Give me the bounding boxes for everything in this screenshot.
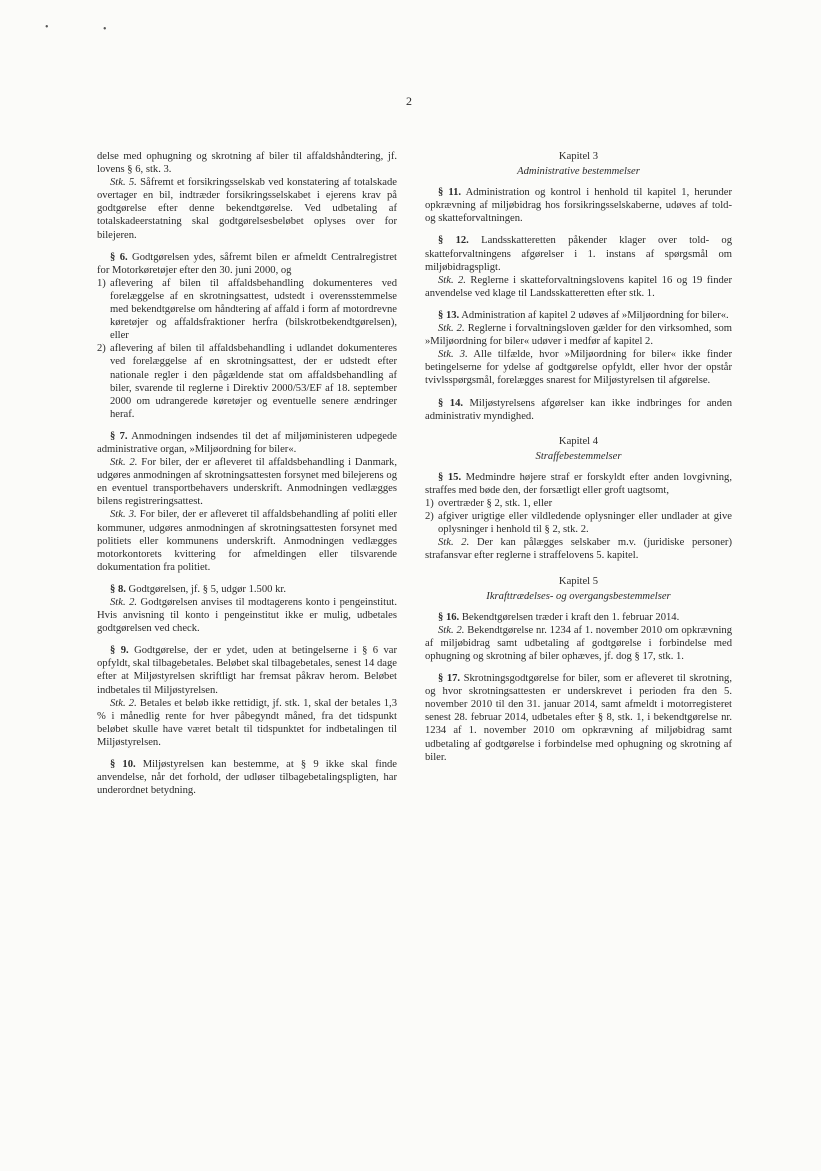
section-label: § 17. (438, 673, 461, 685)
stk-text: Reglerne i forvaltningsloven gælder for den virksomhed, som »Miljøordning for biler« udøver i medfør af kapitel 2. (425, 323, 733, 348)
list-text: aflevering af bilen til affaldsbehandling dokumenteres ved forelæggelse af en skrotningsattest, udstedt i overensstemmelse med bekendtgørelse om håndtering af affald i form af motordrevne køretøjer og affaldsfraktioner herfra (bilskrotbekendtgørelsen), eller (110, 277, 397, 342)
stk-label: Stk. 3. (110, 509, 137, 521)
paragraph-s13 (425, 309, 732, 322)
paragraph-s9 (97, 644, 397, 696)
section-text: Bekendtgørelsen træder i kraft den 1. februar 2014. (461, 611, 680, 623)
stk-label: Stk. 5. (110, 177, 137, 189)
stk-label: Stk. 3. (438, 349, 468, 361)
section-label: § 10. (110, 759, 136, 771)
section-text: Miljøstyrelsen kan bestemme, at § 9 ikke skal finde anvendelse, når det forhold, der udløser tilbagebetalingspligten, har underordnet betydning. (97, 759, 397, 797)
paragraph-s15-stk2 (425, 536, 732, 562)
paragraph-s8-stk2 (97, 596, 397, 635)
list-item (425, 497, 732, 510)
section-label: § 11. (438, 187, 462, 199)
list-text: overtræder § 2, stk. 1, eller (438, 498, 553, 510)
paragraph-s12-stk2 (425, 274, 732, 300)
paragraph-s8 (97, 583, 397, 596)
paragraph-s7-stk3 (97, 508, 397, 573)
scan-speck: • (45, 22, 49, 33)
stk-label: Stk. 2. (438, 624, 465, 636)
section-text: Landsskatteretten påkender klager over told- og skatteforvaltningens afgørelser i 1. instans af spørgsmål om miljøbidragspligt. (425, 235, 732, 273)
stk-label: Stk. 2. (110, 597, 138, 608)
section-label: § 7. (110, 430, 128, 442)
section-label: § 16. (438, 611, 460, 623)
paragraph-s13-stk2 (425, 322, 732, 348)
paragraph-intro: delse med ophugning og skrotning af biler til affaldshåndtering, jf. lovens § 6, stk. 3. (97, 151, 397, 176)
chapter-4-subtitle: Straffebestemmelser (535, 450, 622, 462)
stk-label: Stk. 2. (438, 323, 465, 335)
section-text: Godtgørelsen ydes, såfremt bilen er afmeldt Centralregistret for Motorkøretøjer efter den 30. juni 2000, og (97, 251, 397, 276)
stk-label: Stk. 2. (110, 697, 137, 709)
page-number: 2 (406, 94, 412, 108)
paragraph-s15 (425, 471, 732, 497)
stk-text: Reglerne i skatteforvaltningslovens kapitel 16 og 19 finder anvendelse ved klage til Landsskatteretten efter stk. 1. (425, 274, 733, 299)
section-label: § 12. (438, 235, 469, 247)
list-text: aflevering af bilen til affaldsbehandling i udlandet dokumenteres ved forelæggelse af en skrotningsattest, der er udstedt efter nationale regler i den pågældende stat om affaldsbehandling af biler, svarende til reglerne i Direktiv 2000/53/EF af 18. september 2000 om udrangerede køretøjer og eventuelle senere ændringer heraf. (110, 343, 397, 420)
s6-list (97, 277, 397, 421)
paragraph-s6 (97, 251, 397, 277)
s15-list (425, 497, 732, 536)
paragraph-s11 (425, 186, 732, 225)
chapter-4-title: Kapitel 4 (558, 435, 599, 447)
stk-label: Stk. 2. (438, 537, 470, 549)
left-column (97, 150, 397, 797)
paragraph-s17 (425, 672, 732, 764)
section-text: Skrotningsgodtgørelse for biler, som er afleveret til skrotning, og hvor skrotningsattesten er underskrevet i perioden fra den 5. november 2010 til den 31. januar 2014, samt afmeldt i motorregisteret senest 28. februar 2014, udbetales efter § 8, stk. 1, i bekendtgørelse nr. 1234 af 1. november 2010 om opkrævning af miljøbidrag samt udbetaling af godtgørelse i forbindelse med ophugning og skrotning af biler. (425, 673, 732, 763)
stk-text: For biler, der er afleveret til affaldsbehandling af politi eller kommuner, udgøres anmodningen af skrotningsattesten forsynet med politiets eller kommunens underskrift. Anmodningen vedlægges motorkontorets kvittering for afmeldingen eller tilsvarende dokumentation fra politiet. (97, 509, 397, 573)
section-label: § 6. (110, 251, 128, 263)
paragraph-s16 (425, 611, 732, 624)
stk-text: For biler, der er afleveret til affaldsbehandling i Danmark, udgøres anmodningen af skrotningsattesten forsynet med bilejerens og en eventuel transportbehavers underskrift. Anmodningen vedlægges bilens registreringsattest. (97, 457, 397, 508)
list-item (97, 277, 397, 342)
stk-text: Alle tilfælde, hvor »Miljøordning for biler« ikke finder betingelserne for ydelse af godtgørelse opfyldt, eller hvor der opstår tvivlsspørgsmål, forelægges snarest for Miljøstyrelsen til afgørelse. (425, 349, 732, 387)
section-label: § 9. (110, 645, 129, 657)
chapter-3-title: Kapitel 3 (558, 151, 599, 162)
section-label: § 13. (438, 309, 460, 321)
list-number: 1) (97, 277, 106, 289)
list-number: 2) (97, 343, 106, 355)
list-number: 1) (425, 498, 434, 510)
section-text: Anmodningen indsendes til det af miljøministeren udpegede administrative organ, »Miljøordning for biler«. (97, 430, 397, 455)
paragraph-s7-stk2 (97, 456, 397, 508)
section-text: Godtgørelse, der er ydet, uden at betingelserne i § 6 var opfyldt, skal tilbagebetales. Beløbet skal tilbagebetales, senest 14 dage efter at Miljøstyrelsen skriftligt har fremsat påkrav herom. Beløbet indbetales til Miljøstyrelsen. (97, 645, 398, 696)
stk-text: Godtgørelsen anvises til modtagerens konto i pengeinstitut. Hvis anvisning til konto i pengeinstitut ikke er mulig, udbetales godtgørelsen ved check. (97, 597, 398, 635)
stk-label: Stk. 2. (110, 457, 138, 469)
scan-speck: • (103, 24, 107, 35)
section-text: Medmindre højere straf er forskyldt efter anden lovgivning, straffes med bøde den, der forsætligt eller groft uagtsomt, (425, 471, 732, 496)
paragraph-s12 (425, 234, 732, 273)
paragraph-s16-stk2 (425, 624, 732, 663)
list-number: 2) (425, 511, 434, 523)
section-label: § 14. (438, 397, 464, 409)
stk-text: Der kan pålægges selskaber m.v. (juridiske personer) strafansvar efter reglerne i straffelovens 5. kapitel. (425, 537, 732, 562)
list-item (97, 342, 397, 421)
stk-text: Bekendtgørelse nr. 1234 af 1. november 2010 om opkrævning af miljøbidrag samt udbetaling af godtgørelse i forbindelse med ophugning og skrotning af biler ophæves, jf. dog § 17, stk. 1. (425, 624, 732, 662)
section-text: Miljøstyrelsens afgørelser kan ikke indbringes for anden administrativ myndighed. (425, 397, 732, 422)
paragraph-s13-stk3 (425, 348, 732, 387)
chapter-5-title: Kapitel 5 (558, 575, 599, 587)
list-item (425, 510, 732, 536)
chapter-5-subtitle: Ikrafttrædelses- og overgangsbestemmelser (486, 590, 671, 602)
stk-text: Betales et beløb ikke rettidigt, jf. stk. 1, skal der betales 1,3 % i månedlig rente for hver påbegyndt måned, fra det tidspunkt beløbet skulle have været betalt til tidspunktet for indbetalingen til Miljøstyrelsen. (97, 697, 397, 748)
section-text: Godtgørelsen, jf. § 5, udgør 1.500 kr. (128, 583, 286, 595)
right-column (425, 150, 732, 764)
paragraph-s14 (425, 397, 732, 423)
chapter-3-subtitle: Administrative bestemmelser (517, 166, 640, 178)
section-text: Administration af kapitel 2 udøves af »Miljøordning for biler«. (461, 309, 729, 321)
paragraph-s7 (97, 430, 397, 456)
section-label: § 8. (110, 583, 126, 595)
paragraph-s10 (97, 758, 397, 797)
stk-text: Såfremt et forsikringsselskab ved konstatering af totalskade overtager en bil, indtræder forsikringsselskabet i ejerens krav på godtgørelse efter denne bekendtgørelse. Ved udbetaling af totalskadeerstatning skal godtgørelsesbeløbet oplyses over for bilejeren. (97, 177, 397, 241)
section-label: § 15. (438, 471, 462, 483)
stk-label: Stk. 2. (438, 274, 466, 286)
section-text: Administration og kontrol i henhold til kapitel 1, herunder opkrævning af miljøbidrag hos forsikringsselskaberne, udøves af told- og skatteforvaltningen. (425, 187, 732, 225)
paragraph-s5-stk5 (97, 176, 397, 241)
paragraph-s9-stk2 (97, 697, 397, 749)
list-text: afgiver urigtige eller vildledende oplysninger eller undlader at give oplysninger i henhold til § 2, stk. 2. (438, 511, 732, 536)
